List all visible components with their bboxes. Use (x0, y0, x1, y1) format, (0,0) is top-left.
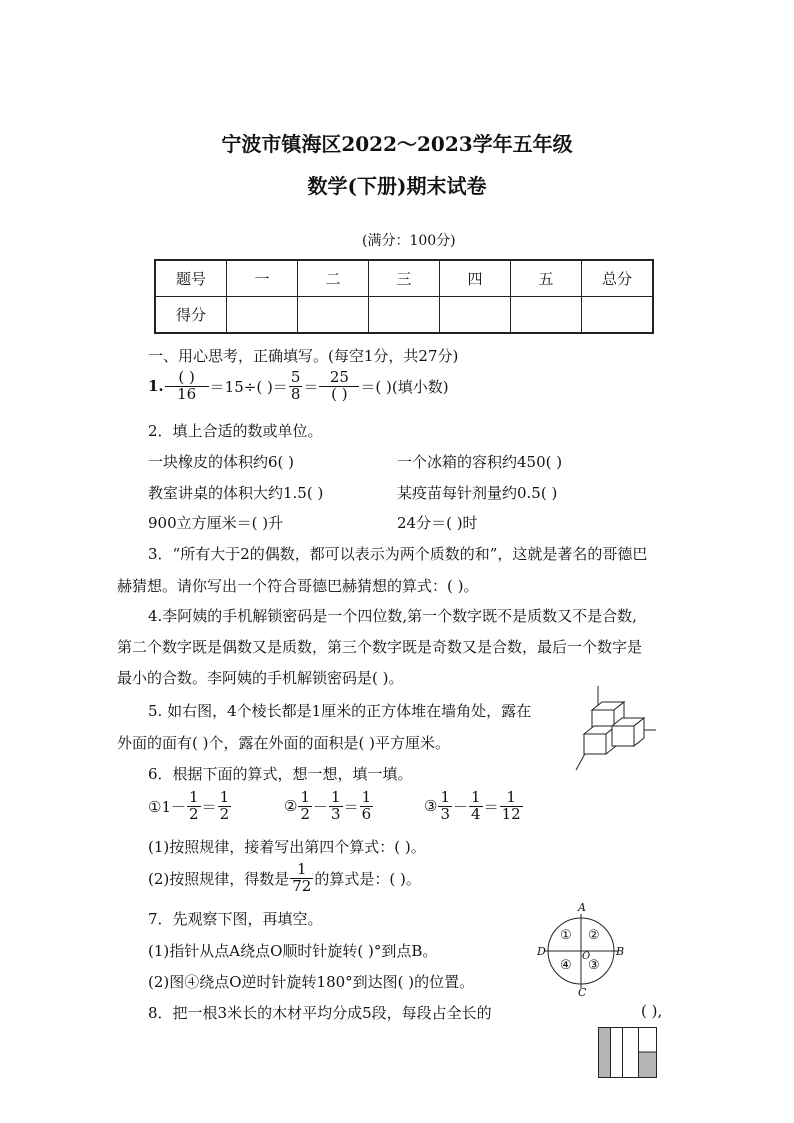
denominator: 16 (165, 386, 209, 403)
expr-text: ＝ (343, 797, 359, 816)
score-table (154, 259, 654, 334)
q6-part-2 (148, 862, 421, 895)
score-input-cell[interactable] (369, 297, 440, 334)
region-2-label: ② (588, 928, 600, 943)
question-number: 1. (148, 377, 164, 396)
fraction (329, 790, 343, 823)
table-row (155, 297, 653, 334)
numerator: ( ) (178, 368, 195, 386)
region-4-label: ④ (560, 958, 572, 973)
numerator: 1 (189, 788, 199, 806)
expr-text: ＝ (483, 797, 499, 816)
denominator: 72 (292, 876, 312, 895)
question-6-stem: 6．根据下面的算式，想一想，填一填。 (148, 765, 413, 783)
table-cell: 题号 (155, 260, 227, 297)
q6-expression-1 (148, 790, 232, 823)
table-cell: 总分 (582, 260, 654, 297)
expr-text: (2)按照规律，得数是 (148, 869, 290, 888)
fraction (187, 790, 201, 823)
denominator: 12 (501, 804, 521, 823)
numerator: 25 (329, 368, 349, 386)
fraction (438, 790, 452, 823)
point-label-d: D (537, 945, 546, 958)
question-8-line: 8．把一根3米长的木材平均分成5段，每段占全长的 (148, 1004, 492, 1022)
q6-expression-3 (424, 790, 524, 823)
denominator: 2 (300, 804, 310, 823)
question-3-line-2: 赫猜想。请你写出一个符合哥德巴赫猜想的算式：( )。 (117, 577, 479, 595)
region-3-label: ③ (588, 958, 600, 973)
q7-part-1: (1)指针从点A绕点O顺时针旋转( )°到点B。 (148, 942, 438, 960)
numerator: 1 (361, 788, 372, 806)
table-cell: 得分 (155, 297, 227, 334)
point-label-c: C (578, 986, 587, 999)
score-input-cell[interactable] (582, 297, 654, 334)
full-score: (满分：100分) (362, 233, 456, 249)
question-4-line-2: 第二个数字既是偶数又是质数，第三个数字既是奇数又是合数，最后一个数字是 (117, 638, 643, 656)
rotation-circle-figure (535, 901, 627, 999)
denominator: 3 (331, 804, 341, 823)
q2-item-d: 某疫苗每针剂量约0.5( ) (397, 484, 558, 502)
table-cell: 五 (511, 260, 582, 297)
denominator: ( ) (319, 386, 359, 403)
q7-part-2: (2)图④绕点O逆时针旋转180°到达图( )的位置。 (148, 973, 475, 991)
question-4-line-1: 4.李阿姨的手机解锁密码是一个四位数,第一个数字既不是质数又不是合数, (148, 607, 637, 625)
expr-text: － (313, 797, 329, 816)
numerator: 1 (300, 788, 310, 806)
fraction (319, 370, 359, 403)
cubes-figure (570, 686, 660, 772)
denominator: 4 (471, 804, 481, 823)
fraction (290, 862, 313, 895)
point-label-b: B (616, 945, 625, 958)
numerator: 1 (219, 788, 230, 806)
shaded-rectangle-figure (598, 1027, 658, 1079)
numerator: 1 (331, 788, 341, 806)
q2-item-f: 24分＝( )时 (397, 514, 478, 532)
expr-text: ③ (424, 797, 438, 816)
denominator: 8 (290, 384, 301, 403)
table-cell: 三 (369, 260, 440, 297)
score-input-cell[interactable] (298, 297, 369, 334)
table-cell: 二 (298, 260, 369, 297)
title-line-2: 数学(下册)期末试卷 (307, 174, 487, 198)
fraction (218, 790, 232, 823)
expr-text: ①1－ (148, 797, 186, 816)
score-input-cell[interactable] (227, 297, 298, 334)
q6-part-1: (1)按照规律，接着写出第四个算式：( )。 (148, 838, 426, 856)
fraction (289, 370, 303, 403)
title-line-1: 宁波市镇海区2022～2023学年五年级 (221, 132, 573, 156)
expr-text: － (453, 797, 469, 816)
fraction (500, 790, 523, 823)
fraction (360, 790, 374, 823)
table-row (155, 260, 653, 297)
denominator: 3 (440, 804, 450, 823)
q6-expression-2 (284, 790, 374, 823)
numerator: 1 (471, 788, 481, 806)
section-heading: 一、用心思考，正确填写。(每空1分，共27分) (148, 347, 459, 365)
question-4-line-3: 最小的合数。李阿姨的手机解锁密码是( )。 (117, 669, 404, 687)
denominator: 6 (361, 804, 372, 823)
question-5-line-1: 5. 如右图，4个棱长都是1厘米的正方体堆在墙角处，露在 (148, 702, 532, 720)
question-3-line-1: 3．“所有大于2的偶数，都可以表示为两个质数的和”，这就是著名的哥德巴 (148, 545, 648, 563)
fraction (165, 370, 209, 403)
numerator: 1 (506, 788, 516, 806)
table-cell: 四 (440, 260, 511, 297)
q2-item-c: 教室讲桌的体积大约1.5( ) (148, 484, 324, 502)
q2-item-a: 一块橡皮的体积约6( ) (148, 453, 295, 471)
score-input-cell[interactable] (440, 297, 511, 334)
numerator: 1 (297, 860, 307, 878)
equation-text: ＝( )(填小数) (360, 377, 449, 396)
table-cell: 一 (227, 260, 298, 297)
circle-diagram (535, 905, 627, 997)
expr-text: ＝ (201, 797, 217, 816)
question-5-line-2: 外面的面有( )个，露在外面的面积是( )平方厘米。 (117, 734, 450, 752)
equation-text: ＝15÷( )＝ (209, 377, 288, 396)
q2-item-e: 900立方厘米＝( )升 (148, 514, 284, 532)
denominator: 2 (189, 804, 199, 823)
question-1 (148, 370, 449, 403)
fraction (469, 790, 483, 823)
region-1-label: ① (560, 928, 572, 943)
equation-text: ＝ (303, 377, 319, 396)
point-label-a: A (578, 901, 586, 914)
point-label-o: O (582, 951, 591, 962)
question-8-blank[interactable]: ( ), (641, 1002, 663, 1020)
expr-text: ② (284, 797, 298, 816)
question-7-stem: 7．先观察下图，再填空。 (148, 910, 323, 928)
denominator: 2 (219, 804, 230, 823)
q2-item-b: 一个冰箱的容积约450( ) (397, 453, 563, 471)
score-input-cell[interactable] (511, 297, 582, 334)
question-2-stem: 2．填上合适的数或单位。 (148, 422, 323, 440)
expr-text: 的算式是：( )。 (314, 869, 421, 888)
numerator: 1 (440, 788, 450, 806)
numerator: 5 (290, 368, 301, 386)
fraction (298, 790, 312, 823)
